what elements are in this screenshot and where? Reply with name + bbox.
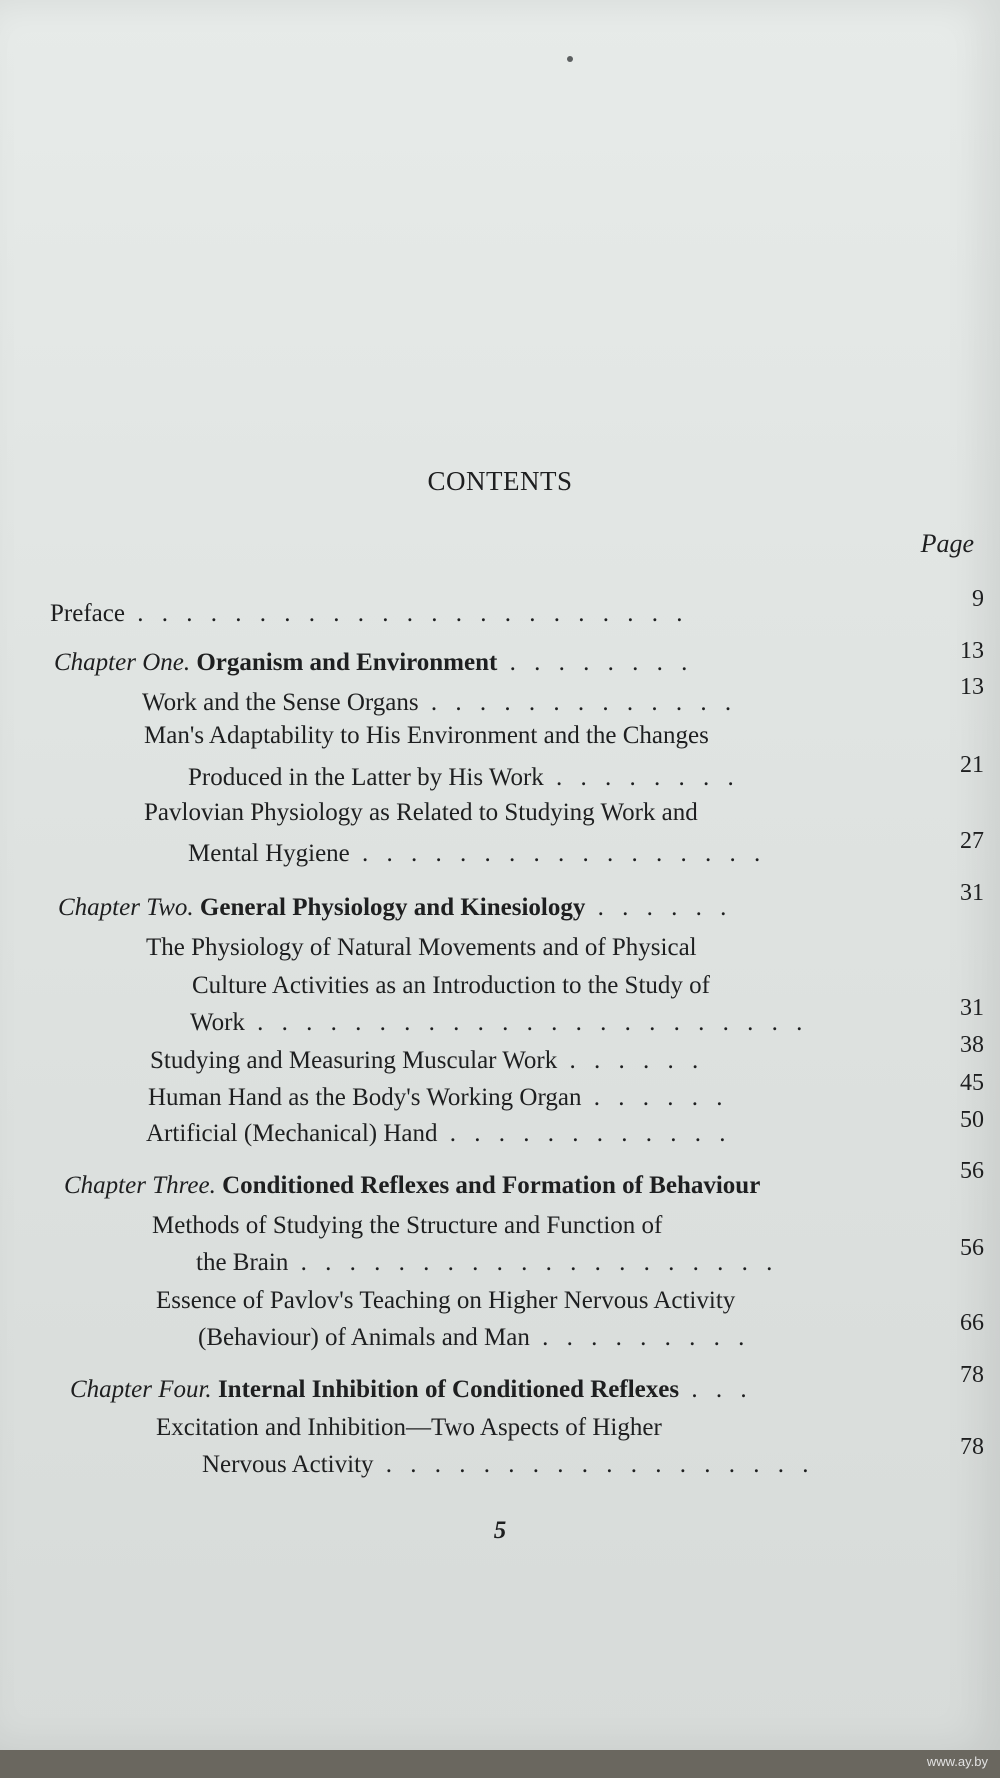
toc-entry bbox=[146, 1116, 732, 1151]
toc-chapter-four bbox=[70, 1372, 753, 1407]
chapter-label: Chapter Four. bbox=[70, 1376, 212, 1403]
leader-dots: . . . . . . . . bbox=[543, 764, 740, 791]
entry-title: (Behaviour) of Animals and Man bbox=[198, 1324, 530, 1351]
toc-entry bbox=[144, 718, 709, 753]
chapter-title: Internal Inhibition of Conditioned Reflexes bbox=[217, 1376, 680, 1403]
entry-title: Work bbox=[190, 1009, 245, 1036]
toc-entry bbox=[146, 930, 697, 965]
leader-dots: . . . . . . . . . . . . . . . . . . bbox=[373, 1451, 815, 1478]
book-edge bbox=[0, 1750, 1000, 1778]
contents-heading: CONTENTS bbox=[427, 466, 573, 496]
entry-title: Human Hand as the Body's Working Organ bbox=[148, 1084, 582, 1111]
entry-title: Work and the Sense Organs bbox=[142, 689, 419, 716]
leader-dots: . . . . . . . . . . . . . . . . . . . . . . . bbox=[244, 1009, 809, 1036]
page-number: 27 bbox=[960, 828, 984, 854]
page-number: 56 bbox=[960, 1235, 984, 1261]
chapter-title: Organism and Environment bbox=[196, 649, 498, 676]
leader-dots: . . . . . . . . bbox=[497, 649, 694, 676]
leader-dots: . . . . . . . . . . . . . . . . . . . . bbox=[288, 1249, 779, 1276]
chapter-label: Chapter Two. bbox=[58, 894, 194, 921]
entry-title: Nervous Activity bbox=[202, 1451, 374, 1478]
toc-entry bbox=[150, 1043, 704, 1078]
toc-entry bbox=[188, 760, 740, 795]
page-number: 13 bbox=[960, 638, 984, 664]
entry-title: the Brain bbox=[196, 1249, 289, 1276]
toc-entry bbox=[198, 1320, 750, 1355]
leader-dots: . . . . . . bbox=[585, 894, 733, 921]
chapter-label: Chapter Three. bbox=[64, 1172, 216, 1199]
entry-title: Pavlovian Physiology as Related to Studying Work and bbox=[144, 799, 698, 826]
leader-dots: . . . bbox=[679, 1376, 753, 1403]
page-number: 9 bbox=[972, 586, 984, 612]
page-number: 50 bbox=[960, 1107, 984, 1133]
toc-entry bbox=[156, 1283, 735, 1318]
page-number: 31 bbox=[960, 995, 984, 1021]
leader-dots: . . . . . . bbox=[581, 1084, 729, 1111]
toc-entry bbox=[152, 1208, 662, 1243]
toc-entry bbox=[196, 1245, 778, 1280]
leader-dots: . . . . . . bbox=[557, 1047, 705, 1074]
page-number: 13 bbox=[960, 674, 984, 700]
toc-entry bbox=[190, 1005, 808, 1040]
entry-title: The Physiology of Natural Movements and of Physical bbox=[146, 934, 697, 961]
leader-dots: . . . . . . . . . . . . . bbox=[418, 689, 738, 716]
page-number: 21 bbox=[960, 752, 984, 778]
toc-entry bbox=[192, 968, 710, 1003]
leader-dots: . . . . . . . . . . . . . . . . . bbox=[349, 840, 767, 867]
entry-title: Methods of Studying the Structure and Function of bbox=[152, 1212, 663, 1239]
chapter-title: General Physiology and Kinesiology bbox=[199, 894, 586, 921]
page-number: 78 bbox=[960, 1362, 984, 1388]
toc-entry bbox=[188, 836, 766, 871]
toc-entry bbox=[148, 1080, 728, 1115]
chapter-title: Conditioned Reflexes and Formation of Behaviour bbox=[222, 1172, 761, 1199]
entry-title: Preface bbox=[50, 600, 125, 627]
toc-entry-preface bbox=[50, 596, 688, 631]
toc-entry bbox=[144, 795, 698, 830]
page-column-label: Page bbox=[920, 529, 974, 558]
page-number: 66 bbox=[960, 1310, 984, 1336]
leader-dots: . . . . . . . . . . . . bbox=[437, 1120, 732, 1147]
site-watermark: www.ay.by bbox=[926, 1754, 988, 1769]
chapter-label: Chapter One. bbox=[54, 649, 191, 676]
entry-title: Studying and Measuring Muscular Work bbox=[150, 1047, 558, 1074]
toc-chapter-one bbox=[54, 645, 693, 680]
entry-title: Mental Hygiene bbox=[188, 840, 350, 867]
page-number: 56 bbox=[960, 1158, 984, 1184]
page-number: 31 bbox=[960, 880, 984, 906]
page-number: 38 bbox=[960, 1032, 984, 1058]
leader-dots: . . . . . . . . . bbox=[529, 1324, 751, 1351]
toc-entry bbox=[142, 685, 737, 720]
page-number: 45 bbox=[960, 1070, 984, 1096]
entry-title: Culture Activities as an Introduction to the Study of bbox=[192, 972, 710, 999]
toc-chapter-two bbox=[58, 890, 732, 925]
toc-entry bbox=[202, 1447, 815, 1482]
toc-entry bbox=[156, 1410, 662, 1445]
toc-chapter-three bbox=[64, 1168, 760, 1203]
page-number: 78 bbox=[960, 1434, 984, 1460]
entry-title: Essence of Pavlov's Teaching on Higher Nervous Activity bbox=[156, 1287, 736, 1314]
entry-title: Produced in the Latter by His Work bbox=[188, 764, 544, 791]
entry-title: Excitation and Inhibition—Two Aspects of Higher bbox=[156, 1414, 662, 1441]
leader-dots: . . . . . . . . . . . . . . . . . . . . . . . bbox=[124, 600, 689, 627]
entry-title: Artificial (Mechanical) Hand bbox=[146, 1120, 438, 1147]
entry-title: Man's Adaptability to His Environment and the Changes bbox=[144, 722, 709, 749]
folio-page-number: 5 bbox=[493, 1517, 507, 1544]
